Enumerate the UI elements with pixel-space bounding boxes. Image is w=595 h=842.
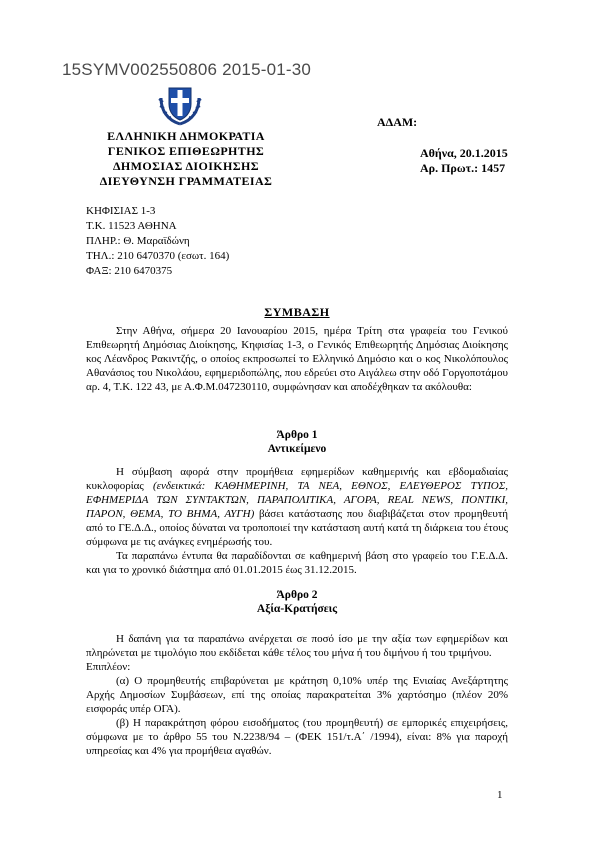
article2-heading	[86, 588, 508, 616]
article2-paragraph: Η δαπάνη για τα παραπάνω ανέρχεται σε ποσό ίσο με την αξία των εφημερίδων και πληρώνεται με τιμολόγιο που εκδίδεται κάθε τέλος του μήνα ή του διμήνου ή του τριμήνου.	[86, 633, 508, 659]
article2-item-b: (β) Η παρακράτηση φόρου εισοδήματος (του προμηθευτή) σε εμπορικές επιχειρήσεις, σύμφωνα με το άρθρο 55 του Ν.2238/94 – (ΦΕΚ 151/τ.Α΄ /1994), είναι: 8% για παροχή υπηρεσίας και 4% για προμήθεια αγαθών.	[86, 717, 508, 757]
article2-title: Αξία-Κρατήσεις	[256, 603, 338, 615]
article2-additional: Επιπλέον:	[86, 661, 131, 673]
article1-paragraph	[86, 465, 508, 549]
contact-info: ΠΛΗΡ.: Θ. Μαραϊδώνη	[86, 235, 190, 247]
adam-label: ΑΔΑΜ:	[377, 115, 418, 129]
contact-fax: ΦΑΞ: 210 6470375	[86, 265, 173, 277]
article1-heading	[86, 428, 508, 456]
article2-item-a: (α) Ο προμηθευτής επιβαρύνεται με κράτηση 0,10% υπέρ της Ενιαίας Ανεξάρτητης Αρχής Δημοσίων Συμβάσεων, επί της οποίας παρακρατείται 3% χαρτόσημο (πλέον 20% εισφοράς υπέρ ΟΓΑ).	[86, 675, 508, 715]
document-stamp: 15SYMV002550806 2015-01-30	[62, 60, 312, 79]
article2-label: Άρθρο 2	[276, 589, 318, 601]
article1-body	[86, 465, 508, 577]
contact-block	[86, 204, 229, 279]
document-title: ΣΥΜΒΑΣΗ	[264, 305, 330, 319]
page-number: 1	[497, 789, 503, 801]
intro-text: Στην Αθήνα, σήμερα 20 Ιανουαρίου 2015, ημέρα Τρίτη στα γραφεία του Γενικού Επιθεωρητή Δημόσιας Διοίκησης, Κηφισίας 1-3, ο Γενικός Επιθεωρητής Δημόσιας Διοίκησης κος Λέανδρος Ρακιντζής, ο οποίος εκπροσωπεί το Ελληνικό Δημόσιο και ο κος Νικολόπουλος Αθανάσιος του Νικολάου, εφημεριδοπώλης, που εδρεύει στο Αιγάλεω στην οδό Γοργοποτάμου αρ. 4, Τ.Κ. 122 43, με Α.Φ.Μ.047230110, συμφώνησαν και αποδέχθηκαν τα ακόλουθα:	[86, 325, 508, 393]
protocol-number: Αρ. Πρωτ.: 1457	[420, 161, 506, 175]
contact-address: ΚΗΦΙΣΙΑΣ 1-3	[86, 205, 156, 217]
article1-p1-newspapers: (ενδεικτικά: ΚΑΘΗΜΕΡΙΝΗ, ΤΑ ΝΕΑ, ΕΘΝΟΣ, ΕΛΕΥΘΕΡΟΣ ΤΥΠΟΣ, ΕΦΗΜΕΡΙΔΑ ΤΩΝ ΣΥΝΤΑΚΤΩΝ, ΠΑΡΑΠΟΛΙΤΙΚΑ, ΑΓΟΡΑ, REAL NEWS, ΠΟΝΤΙΚΙ, ΠΑΡΟΝ, ΘΕΜΑ, ΤΟ ΒΗΜΑ, ΑΥΓΗ)	[86, 480, 508, 520]
article1-label: Άρθρο 1	[276, 429, 318, 441]
contact-postal: Τ.Κ. 11523 ΑΘΗΝΑ	[86, 220, 177, 232]
contact-phone: ΤΗΛ.: 210 6470370 (εσωτ. 164)	[86, 250, 230, 262]
intro-paragraph	[86, 324, 508, 394]
article1-title: Αντικείμενο	[267, 443, 327, 455]
header-line: ΕΛΛΗΝΙΚΗ ΔΗΜΟΚΡΑΤΙΑ	[107, 129, 265, 143]
article1-p1-start: Η σύμβαση αφορά στην προμήθεια εφημερίδων καθημερινής και εβδομαδιαίας κυκλοφορίας	[86, 466, 508, 492]
date-protocol-block	[420, 146, 508, 176]
greek-state-emblem-icon	[157, 80, 203, 126]
issuer-header	[86, 129, 286, 189]
article1-p1-end: βάσει κατάστασης που διαβιβάζεται στον προμηθευτή από το ΓΕ.Δ.Δ., οποίος δύναται να τροποποιεί την κατάσταση αυτή κατά τη διάρκεια του έτους σύμφωνα με τις ανάγκες ενημέρωσής του.	[86, 508, 508, 548]
header-line: ΓΕΝΙΚΟΣ ΕΠΙΘΕΩΡΗΤΗΣ	[107, 144, 265, 158]
article1-paragraph-2: Τα παραπάνω έντυπα θα παραδίδονται σε καθημερινή βάση στο γραφείο του Γ.Ε.Δ.Δ. και για το χρονικό διάστημα από 01.01.2015 έως 31.12.2015.	[86, 550, 508, 576]
document-date: Αθήνα, 20.1.2015	[420, 146, 508, 160]
header-line: ΔΗΜΟΣΙΑΣ ΔΙΟΙΚΗΣΗΣ	[113, 159, 259, 173]
article2-body	[86, 632, 508, 758]
header-line: ΔΙΕΥΘΥΝΣΗ ΓΡΑΜΜΑΤΕΙΑΣ	[99, 174, 273, 188]
